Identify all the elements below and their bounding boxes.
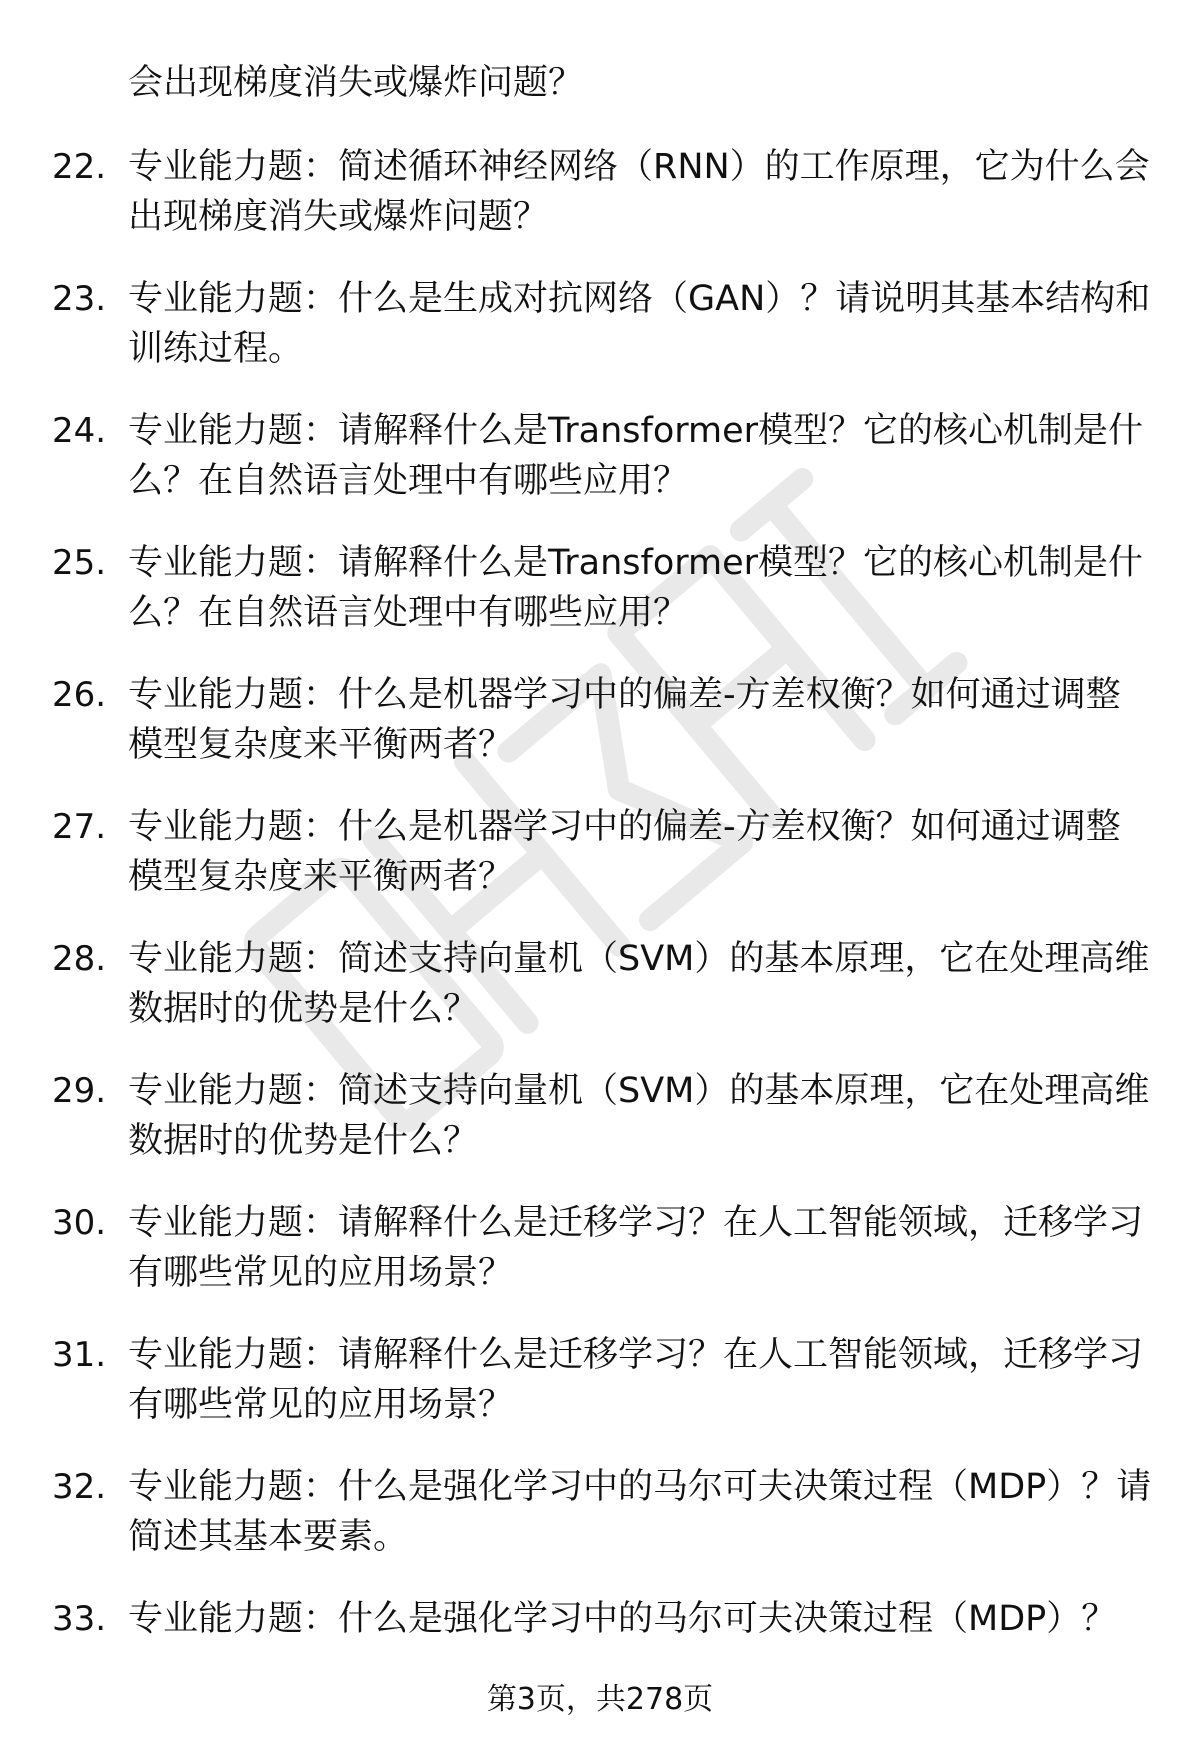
question-number: 31. bbox=[52, 1335, 107, 1375]
question-item bbox=[0, 1594, 1200, 1644]
question-number: 33. bbox=[52, 1599, 107, 1639]
question-item bbox=[0, 274, 1200, 369]
question-item bbox=[0, 1066, 1200, 1161]
continued-question-text: 会出现梯度消失或爆炸问题？ bbox=[128, 63, 584, 103]
question-text: 专业能力题：什么是机器学习中的偏差-方差权衡？如何通过调整模型复杂度来平衡两者？ bbox=[128, 675, 1121, 765]
question-list bbox=[0, 142, 1200, 1693]
question-item bbox=[0, 934, 1200, 1029]
page-indicator: 第3页，共278页 bbox=[486, 1682, 714, 1717]
question-number: 23. bbox=[52, 279, 107, 319]
question-text: 专业能力题：什么是强化学习中的马尔可夫决策过程（MDP）？ bbox=[128, 1599, 1117, 1639]
question-number: 32. bbox=[52, 1467, 107, 1507]
question-number: 26. bbox=[52, 675, 107, 715]
question-number: 29. bbox=[52, 1071, 107, 1111]
question-text: 专业能力题：什么是强化学习中的马尔可夫决策过程（MDP）？请简述其基本要素。 bbox=[128, 1467, 1152, 1557]
question-text: 专业能力题：简述支持向量机（SVM）的基本原理，它在处理高维数据时的优势是什么？ bbox=[128, 939, 1150, 1029]
question-number: 27. bbox=[52, 807, 107, 847]
question-text: 专业能力题：什么是生成对抗网络（GAN）？请说明其基本结构和训练过程。 bbox=[128, 279, 1151, 369]
question-text: 专业能力题：简述循环神经网络（RNN）的工作原理，它为什么会出现梯度消失或爆炸问题？ bbox=[128, 147, 1150, 237]
question-item bbox=[0, 802, 1200, 897]
question-number: 24. bbox=[52, 411, 107, 451]
question-item bbox=[0, 1330, 1200, 1425]
question-item bbox=[0, 406, 1200, 501]
question-number: 28. bbox=[52, 939, 107, 979]
question-item bbox=[0, 538, 1200, 633]
question-text: 专业能力题：请解释什么是迁移学习？在人工智能领域，迁移学习有哪些常见的应用场景？ bbox=[128, 1203, 1144, 1293]
question-item bbox=[0, 142, 1200, 237]
question-number: 30. bbox=[52, 1203, 107, 1243]
question-text: 专业能力题：请解释什么是Transformer模型？它的核心机制是什么？在自然语言处理中有哪些应用？ bbox=[128, 411, 1144, 501]
question-item bbox=[0, 670, 1200, 765]
question-text: 专业能力题：简述支持向量机（SVM）的基本原理，它在处理高维数据时的优势是什么？ bbox=[128, 1071, 1150, 1161]
question-text: 专业能力题：什么是机器学习中的偏差-方差权衡？如何通过调整模型复杂度来平衡两者？ bbox=[128, 807, 1121, 897]
question-text: 专业能力题：请解释什么是迁移学习？在人工智能领域，迁移学习有哪些常见的应用场景？ bbox=[128, 1335, 1144, 1425]
question-number: 25. bbox=[52, 543, 107, 583]
question-item bbox=[0, 1198, 1200, 1293]
question-number: 22. bbox=[52, 147, 107, 187]
question-item bbox=[0, 1462, 1200, 1557]
question-text: 专业能力题：请解释什么是Transformer模型？它的核心机制是什么？在自然语言处理中有哪些应用？ bbox=[128, 543, 1144, 633]
